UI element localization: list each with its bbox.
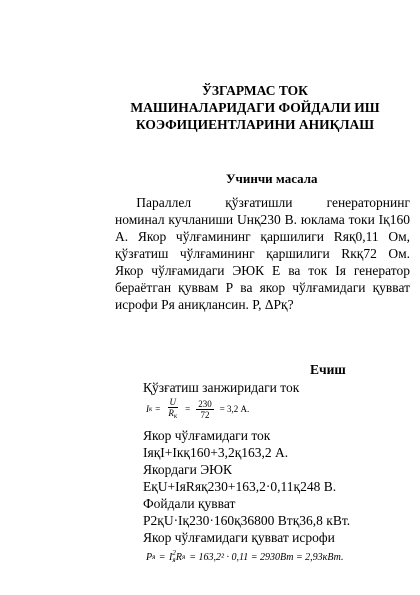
formula-subscript: я bbox=[172, 556, 176, 564]
document-title bbox=[110, 82, 400, 133]
formula-equals: = bbox=[185, 404, 191, 414]
formula-subscript: я bbox=[181, 553, 186, 561]
fraction-numerator: U bbox=[169, 397, 176, 407]
solution-equation: IяқI+Iкқ160+3,2қ163,2 А. bbox=[143, 445, 289, 460]
formula-superscript: 2 bbox=[172, 549, 176, 557]
condition-line: исрофи Pя аниқлансин. Р, ΔРқ? bbox=[115, 297, 294, 312]
condition-line: Параллел қўзғатишли генераторнинг bbox=[115, 195, 410, 210]
condition-line: номинал кучланиши Uнқ230 В. юклама токи Iқ160 bbox=[115, 212, 410, 227]
formula-equals: = bbox=[159, 551, 166, 563]
formula-symbol: R bbox=[175, 551, 182, 563]
formula-symbol: R bbox=[168, 408, 174, 418]
title-line-3: КОЭФИЦИЕНТЛАРИНИ АНИҚЛАШ bbox=[135, 117, 375, 132]
task-heading: Учинчи масала bbox=[226, 171, 318, 186]
condition-line: бераётган қуввам Р ва якор чўлғамидаги қувват bbox=[115, 280, 410, 295]
formula-fraction bbox=[166, 397, 179, 421]
formula-equals: = bbox=[155, 404, 161, 414]
formula-subscript: я bbox=[152, 553, 156, 561]
solution-equation: ЕқU+IяRяқ230+163,2·0,11қ248 В. bbox=[143, 479, 337, 494]
formula-armature-loss bbox=[146, 550, 343, 564]
solution-equation: P2қU·Iқ230·160қ36800 Втқ36,8 кВт. bbox=[143, 513, 351, 528]
problem-condition bbox=[115, 194, 410, 313]
formula-fraction bbox=[196, 399, 214, 420]
title-line-1: ЎЗГАРМАС ТОК bbox=[202, 83, 308, 98]
condition-line: Якор чўлғамидаги ЭЮК Е ва ток Iя генератор bbox=[115, 263, 410, 278]
formula-subscript: к bbox=[173, 412, 178, 420]
fraction-denominator: 72 bbox=[200, 409, 210, 420]
title-line-2: МАШИНАЛАРИДАГИ ФОЙДАЛИ ИШ bbox=[130, 100, 380, 115]
condition-line: қўзғатиш чўлғамининг қаршилиги Rкқ72 Ом. bbox=[115, 246, 410, 261]
fraction-numerator: 230 bbox=[198, 398, 212, 409]
formula-excitation-current bbox=[146, 397, 249, 421]
solution-text: Якор чўлғамидаги қувват исрофи bbox=[143, 530, 335, 545]
solution-text: Фойдали қувват bbox=[143, 496, 236, 511]
formula-result: = 3,2 А. bbox=[219, 404, 250, 414]
solution-heading: Ечиш bbox=[310, 362, 346, 377]
formula-symbol: P bbox=[146, 551, 153, 563]
solution-text: Қўзғатиш занжиридаги ток bbox=[143, 380, 300, 395]
formula-symbol: I bbox=[169, 551, 173, 563]
solution-text: Якор чўлғамидаги ток bbox=[143, 428, 271, 443]
solution-text: Якордаги ЭЮК bbox=[143, 462, 232, 477]
formula-symbol: I bbox=[146, 404, 149, 414]
formula-subscript: к bbox=[149, 405, 153, 413]
fraction-denominator bbox=[166, 408, 179, 421]
formula-result: = 163,2² · 0,11 = 2930Вт = 2,93кВт. bbox=[189, 551, 344, 563]
condition-line: А. Якор чўлғамининг қаршилиги Rяқ0,11 Ом, bbox=[115, 229, 410, 244]
